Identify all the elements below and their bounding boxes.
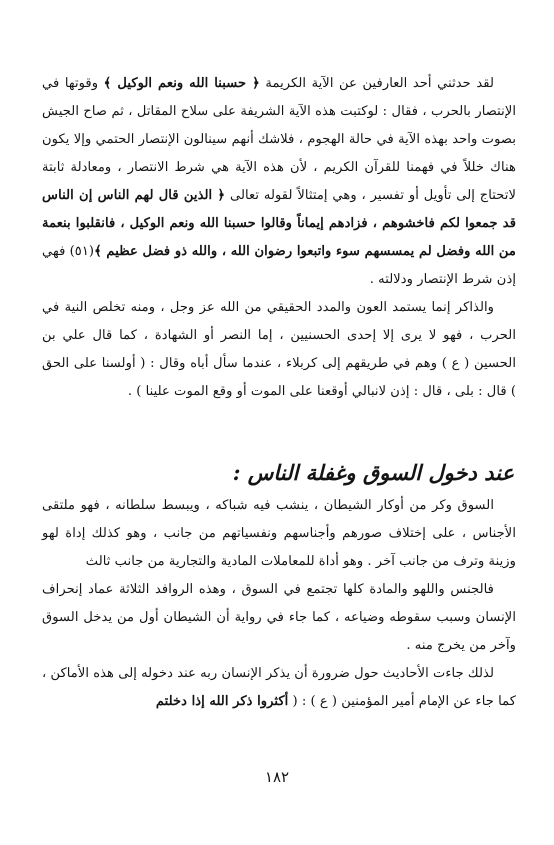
paragraph — [42, 294, 516, 406]
body-text: وقوتها في الإنتصار بالحرب ، فقال : لوكتبت هذه الآية الشريفة على سلاح المقاتل ، ثم صاح الجيش بصوت واحد بهذه الآية في حالة الهجوم ، فلاشك أنهم سينالون الإنتصار الحتمي وإلا يكون هناك خللاً في فهمنا للقرآن الكريم ، لأن هذه الآية هي شرط الانتصار ، ومعادلة ثابتة لاتحتاج إلى تأويل أو تفسير ، وهي إمتثالاً لقوله تعالى — [42, 76, 516, 203]
paragraph — [42, 492, 516, 576]
paragraph — [42, 70, 516, 294]
section-one-text — [42, 70, 516, 406]
quote-text: ﴿ الذين قال لهم الناس إن الناس قد جمعوا لكم فاخشوهم ، فزادهم إيماناً وقالوا حسبنا الله ونعم الوكيل ، فانقلبوا بنعمة من الله وفضل لم يمسسهم سوء واتبعوا رضوان الله ، والله ذو فضل عظيم ﴾ — [42, 188, 516, 259]
body-text: لقد حدثني أحد العارفين عن الآية الكريمة — [259, 76, 494, 91]
section-heading: عند دخول السوق وغفلة الناس : — [232, 460, 514, 485]
body-text: (٥١) فهي إذن شرط الإنتصار ودلالته . — [42, 244, 516, 287]
quote-text: ﴿ حسبنا الله ونعم الوكيل ﴾ — [103, 76, 260, 91]
paragraph — [42, 576, 516, 660]
body-text: السوق وكر من أوكار الشيطان ، ينشب فيه شباكه ، ويبسط سلطانه ، فهو ملتقى الأجناس ، على إختلاف صورهم وأجناسهم ونفسياتهم من جانب ، وهو كذلك إداة لهو وزينة وترف من جانب آخر . وهو أداة للمعاملات المادية والتجارية من جانب ثالث — [42, 498, 516, 569]
quote-text: أكثروا ذكر الله إذا دخلتم — [155, 694, 289, 709]
body-text: فالجنس واللهو والمادة كلها تجتمع في السوق ، وهذه الروافد الثلاثة عماد إنحراف الإنسان وسبب سقوطه وضياعه ، كما جاء في رواية أن الشيطان أول من يدخل السوق وآخر من يخرج منه . — [42, 582, 516, 653]
section-two-text — [42, 492, 516, 716]
paragraph — [42, 660, 516, 716]
page-number: ١٨٢ — [264, 768, 290, 786]
body-text: لذلك جاءت الأحاديث حول ضرورة أن يذكر الإنسان ربه عند دخوله إلى هذه الأماكن ، كما جاء عن الإمام أمير المؤمنين ( ع ) : ( — [42, 666, 516, 709]
body-text: والذاكر إنما يستمد العون والمدد الحقيقي من الله عز وجل ، ومنه تخلص النية في الحرب ، فهو لا يرى إلا إحدى الحسنيين ، إما النصر أو الشهادة ، كما قال علي بن الحسين ( ع ) وهم في طريقهم إلى كربلاء ، عندما سأل أباه وقال : ( أولسنا على الحق ) قال : بلى ، قال : إذن لانبالي أوقعنا على الموت أو وقع الموت علينا ) . — [42, 300, 516, 399]
